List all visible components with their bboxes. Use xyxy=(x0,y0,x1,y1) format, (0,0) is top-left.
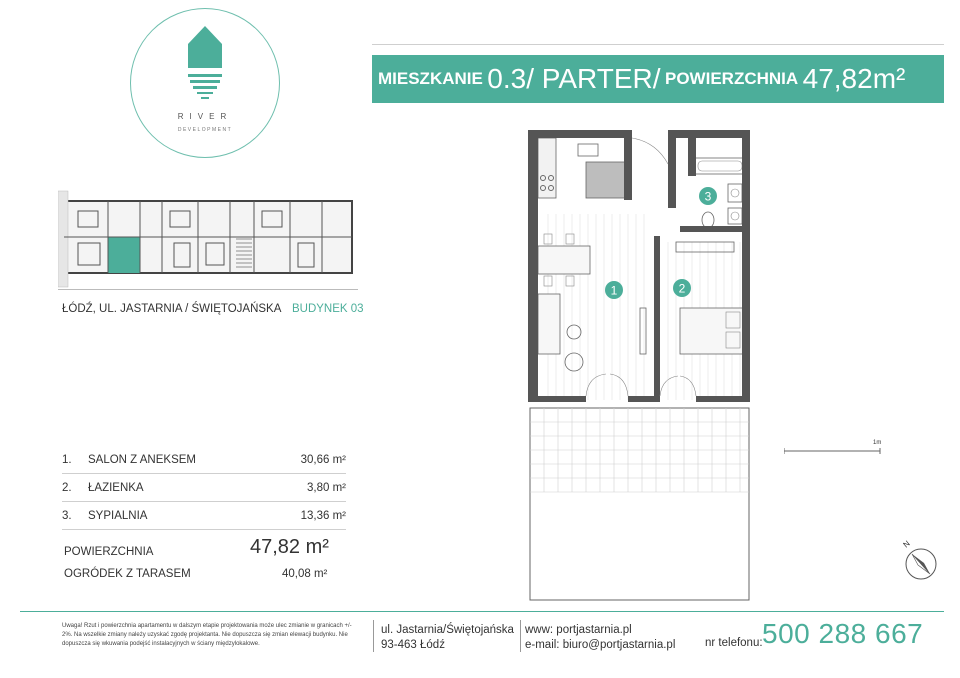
room-row xyxy=(62,502,346,530)
footer-separator xyxy=(373,620,374,652)
total-area-value: 47,82 m² xyxy=(250,536,329,558)
room-row xyxy=(62,474,346,502)
apartment-title-bar xyxy=(372,55,944,103)
scale-bar xyxy=(784,446,884,456)
footer-phone[interactable]: 500 288 667 xyxy=(762,618,924,649)
garden-value: 40,08 m² xyxy=(282,568,328,580)
room-area: 13,36 m² xyxy=(300,509,346,522)
room-area: 3,80 m² xyxy=(307,481,346,494)
title-apartment: MIESZKANIE xyxy=(378,69,483,88)
room-marker-2-label: 2 xyxy=(678,281,686,296)
compass-north-label: N xyxy=(901,538,912,550)
building-label: BUDYNEK 03 xyxy=(291,303,364,315)
room-name: SYPIALNIA xyxy=(88,509,148,522)
floor-plan xyxy=(520,118,770,610)
logo-wordmark: RIVER xyxy=(177,112,233,121)
footer-zip: 93-463 Łódź xyxy=(381,639,445,651)
address: ŁÓDŹ, UL. JASTARNIA / ŚWIĘTOJAŃSKA xyxy=(62,303,281,315)
logo-subtitle: DEVELOPMENT xyxy=(177,127,233,133)
header-divider xyxy=(372,44,944,45)
river-logo-icon xyxy=(180,18,230,106)
room-marker-1-label: 1 xyxy=(610,283,618,298)
scale-label: 1m xyxy=(873,440,882,446)
room-number: 2. xyxy=(62,481,72,494)
footer-street: ul. Jastarnia/Świętojańska xyxy=(381,624,514,636)
footer-separator xyxy=(520,620,521,652)
room-name: SALON Z ANEKSEM xyxy=(88,453,197,466)
room-area: 30,66 m² xyxy=(300,453,346,466)
room-marker-3-label: 3 xyxy=(704,189,712,204)
title-area-label: POWIERZCHNIA xyxy=(665,69,799,88)
footer-website[interactable]: www: portjastarnia.pl xyxy=(525,624,632,636)
room-row xyxy=(62,446,346,474)
site-plan xyxy=(58,185,364,297)
title-area: 47,82m² xyxy=(802,63,906,94)
room-number: 3. xyxy=(62,509,72,522)
room-table xyxy=(62,446,346,530)
disclaimer-note: Uwaga! Rzut i powierzchnia apartamentu w dalszym etapie projektowania może ulec zmianie w granicach +/- 2%. Na wszelkie zmiany należy uzyskać zgodę projektanta. Nie dopuszcza się zmian elewacji budynku. Nie dopuszcza się wkuwania podejść instalacyjnych w ściany międzylokalowe. xyxy=(62,623,352,647)
total-area-label: POWIERZCHNIA xyxy=(64,546,154,558)
footer-phone-label: nr telefonu: xyxy=(705,637,763,649)
footer-email[interactable]: e-mail: biuro@portjastarnia.pl xyxy=(525,639,676,651)
room-number: 1. xyxy=(62,453,72,466)
location-line xyxy=(62,303,364,315)
title-number: 0.3/ PARTER/ xyxy=(487,63,661,94)
garden-label: OGRÓDEK Z TARASEM xyxy=(64,568,191,580)
room-name: ŁAZIENKA xyxy=(88,481,144,494)
compass-icon xyxy=(898,536,944,582)
footer-divider xyxy=(20,611,944,612)
